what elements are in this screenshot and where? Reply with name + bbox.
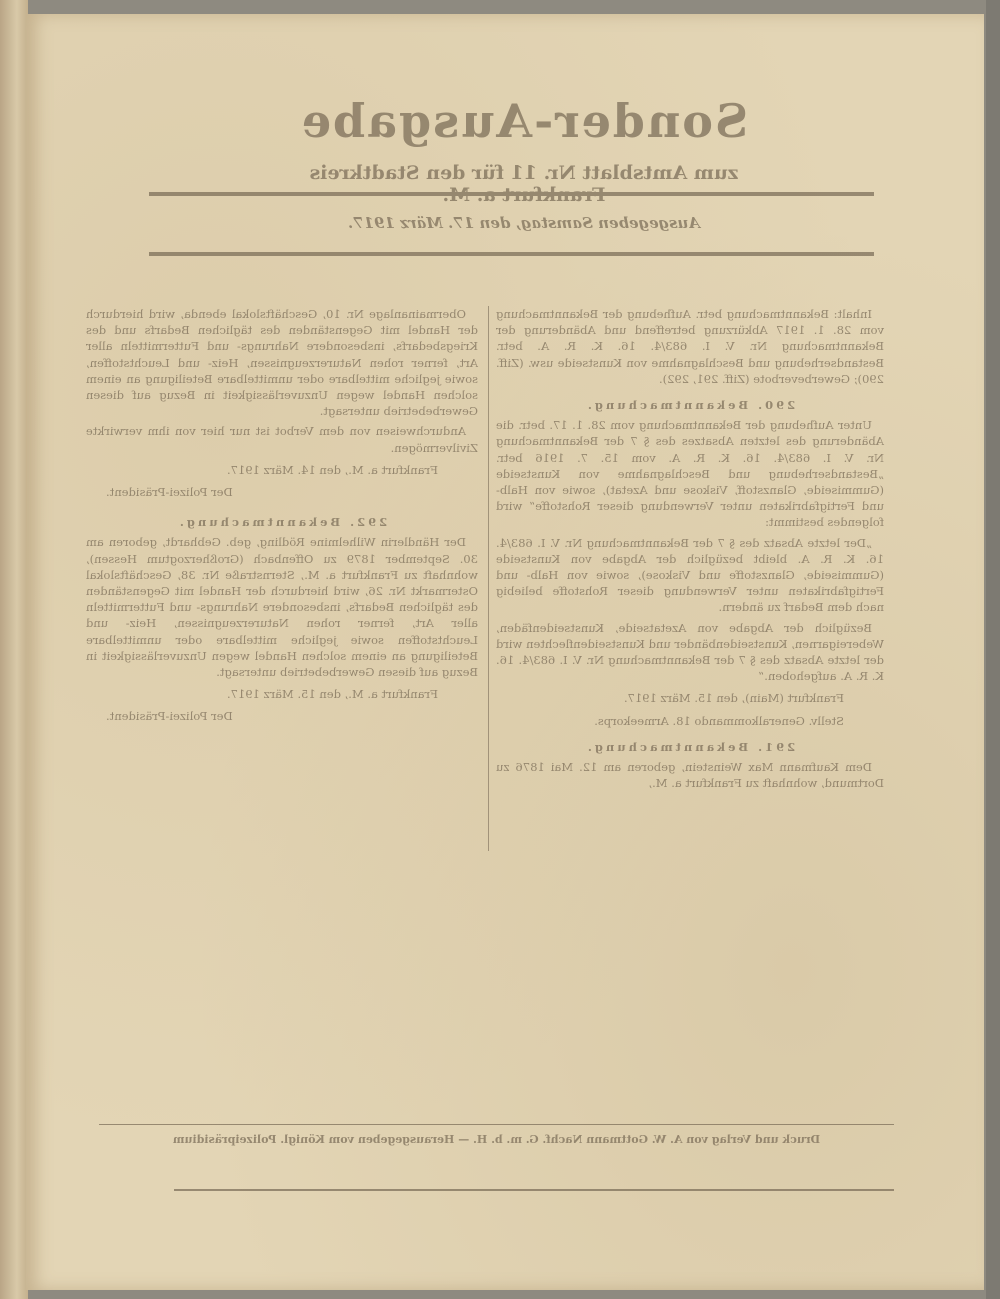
paragraph: Dem Kaufmann Max Weinstein, geboren am 12. Mai 1876 zu Dortmund, wohnhaft zu Frankfurt a. M.,	[496, 760, 884, 791]
section-heading	[496, 739, 884, 755]
section-number: 290.	[755, 398, 796, 413]
paragraph: „Der letzte Absatz des § 7 der Bekanntmachung Nr. V. I. 683/4. 16. K. R. A. bleibt bezüglich der Abgabe von Kunstseide (Gummiseide, Glanzstoffe und Viskose), sowie von Halb- und Fertigfabrikaten unter Verwendung dieser Rohstoffe beliebig nach dem Bedarf zu ändern.	[496, 535, 884, 615]
footer-rule	[174, 1189, 894, 1191]
section-number: 292.	[347, 515, 388, 530]
page-subtitle: zum Amtsblatt Nr. 11 für den Stadtkreis	[309, 162, 739, 184]
left-column	[496, 306, 884, 795]
place-date: Frankfurt (Main), den 15. März 1917.	[623, 691, 844, 706]
document-page	[26, 14, 984, 1290]
place-date: Frankfurt a. M., den 15. März 1917.	[227, 687, 438, 702]
contents-summary: Inhalt: Bekanntmachung betr. Aufhebung der Bekanntmachung vom 28. 1. 1917 Abkürzung betreffend und Abänderung der Bekanntmachung Nr. V. I. 683/4. 16. K. R. A. betr. Bestandserhebung und Beschlagnahme von Kunstseide usw. (Ziff. 290); Gewerbeverbote (Ziff. 291, 292).	[496, 307, 884, 386]
column-divider	[488, 306, 489, 851]
paragraph: Unter Aufhebung der Bekanntmachung vom 28. 1. 17. betr. die Abänderung des letzten Absatzes des § 7 der Bekanntmachung Nr. V. I. 683/4. 16. K. R. A. vom 15. 7. 1916 betr. „Bestandserhebung und Beschlagnahme von Kunstseide (Gummiseide, Glanzstoff, Viskose und Azetat), sowie von Halb- und Fertigfabrikaten unter Verwendung dieser Rohstoffe“ wird folgendes bestimmt:	[496, 418, 884, 530]
signature: Der Polizei-Präsident.	[106, 485, 233, 500]
book-spine	[0, 0, 28, 1299]
section-heading	[86, 514, 478, 530]
page-title: Sonder-Ausgabe	[299, 94, 749, 148]
place-date: Frankfurt a. M., den 14. März 1917.	[227, 462, 438, 477]
section-heading-text: Bekanntmachung.	[176, 515, 341, 530]
paragraph: Andurchweisen von dem Verbot ist nur hier von ihm verwirkte Zivilvermögen.	[86, 424, 478, 455]
right-column	[86, 306, 478, 739]
book-board-edge	[986, 0, 1000, 1299]
paragraph: Der Händlerin Wilhelmine Rödling, geb. Gebhardt, geboren am 30. September 1879 zu Offenbach (Großherzogtum Hessen), wohnhaft zu Frankfurt a. M., Sternstraße Nr. 38, Geschäftslokal Ostermarkt Nr. 26, wird hierdurch der Handel mit Gegenständen des täglichen Bedarfs, insbesondere Nahrungs- und Futtermitteln aller Art, ferner rohen Naturerzeugnissen, Heiz- und Leuchtstoffen sowie jegliche mittelbare oder unmittelbare Beteiligung an einem solchen Handel wegen Unzuverlässigkeit in Bezug auf diesen Gewerbebetrieb untersagt.	[86, 535, 478, 680]
header-rule-top	[149, 192, 874, 196]
header-rule-bottom	[149, 252, 874, 256]
section-number: 291.	[755, 739, 796, 754]
mirrored-bleed-through-text	[26, 14, 984, 1290]
signature: Stellv. Generalkommando 18. Armeekorps.	[594, 713, 844, 728]
section-heading-text: Bekanntmachung.	[584, 739, 749, 754]
paragraph: Obermainanlage Nr. 10, Geschäftslokal ebenda, wird hierdurch der Handel mit Gegenständen des täglichen Bedarfs und des Kriegsbedarfs, insbesondere Nahrungs- und Futtermitteln aller Art, ferner rohen Naturerzeugnissen, Heiz- und Leuchtstoffen, sowie jegliche mittelbare oder unmittelbare Beteiligung an einem solchen Handel wegen Unzuverlässigkeit in Bezug auf diesen Gewerbebetrieb untersagt.	[86, 307, 478, 419]
section-heading-text: Bekanntmachung.	[584, 398, 749, 413]
signature: Der Polizei-Präsident.	[106, 709, 233, 724]
section-heading	[496, 397, 884, 413]
issue-dateline: Ausgegeben Samstag, den 17. März 1917.	[347, 214, 701, 232]
paragraph: Bezüglich der Abgabe von Azetatseide, Kunstseidenfäden, Webereigarnen, Kunstseidenbänder und Kunstseidenflechten wird der letzte Absatz des § 7 der Bekanntmachung Nr. V. I. 683/4. 16. K. R. A. aufgehoben.“	[496, 620, 884, 684]
printer-imprint: Druck und Verlag von A. W. Gottmann Nachf. G. m. b. H. — Herausgegeben vom Königl. Polizeipräsidium	[99, 1124, 894, 1146]
